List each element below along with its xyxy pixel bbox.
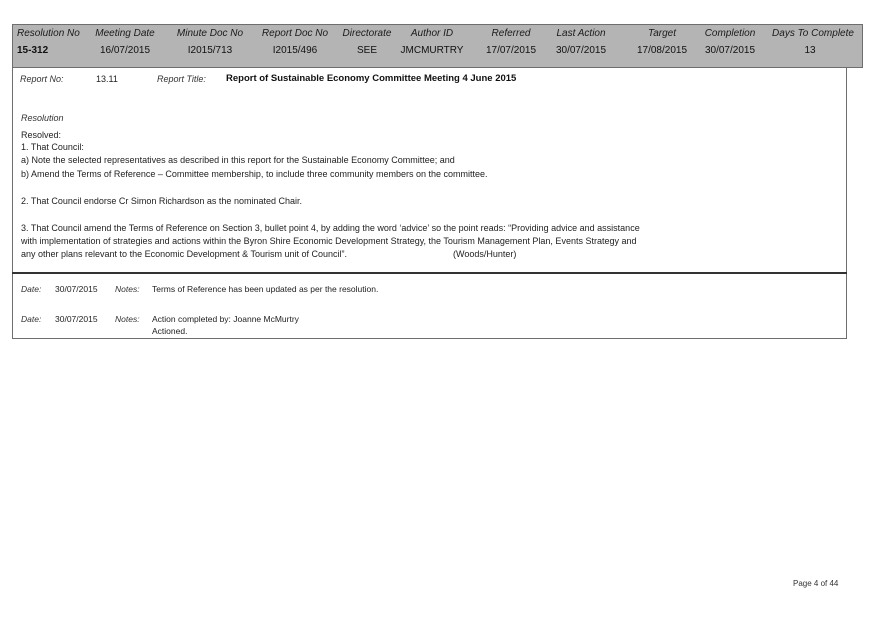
page-number: Page 4 of 44 [793,579,839,588]
col-header-report-doc-no: Report Doc No [261,28,329,39]
col-header-resolution-no: Resolution No [17,28,80,39]
directorate-value: SEE [356,45,378,56]
days-to-complete-value: 13 [804,45,816,56]
col-header-directorate: Directorate [342,28,392,39]
col-header-target: Target [648,28,676,39]
referred-value: 17/07/2015 [485,45,537,56]
col-header-days-to-complete: Days To Complete [772,28,854,39]
resolution-header-table [12,24,863,68]
note-date-label: Date: [21,284,42,294]
note-notes-label: Notes: [115,284,140,294]
note-text: Terms of Reference has been updated as per the resolution. [152,284,379,294]
meeting-date-value: 16/07/2015 [99,45,151,56]
col-header-meeting-date: Meeting Date [95,28,155,39]
resolution-line: b) Amend the Terms of Reference – Committee membership, to include three community members on the committee. [21,169,488,179]
resolution-body [12,67,847,274]
resolution-line: 2. That Council endorse Cr Simon Richardson as the nominated Chair. [21,196,302,206]
report-title-label: Report Title: [157,74,206,84]
col-header-referred: Referred [491,28,531,39]
note-date: 30/07/2015 [55,314,98,324]
completion-value: 30/07/2015 [704,45,756,56]
resolution-line: a) Note the selected representatives as described in this report for the Sustainable Economy Committee; and [21,155,455,165]
action-notes [12,274,847,339]
resolution-movers: (Woods/Hunter) [453,249,517,259]
resolution-line: any other plans relevant to the Economic Development & Tourism unit of Council”. [21,249,347,259]
col-header-last-action: Last Action [556,28,606,39]
resolution-line: with implementation of strategies and actions within the Byron Shire Economic Development Strategy, the Tourism Management Plan, Events Strategy and [21,236,637,246]
minute-doc-no-value: I2015/713 [187,45,233,56]
resolution-line: Resolved: [21,130,62,140]
col-header-minute-doc-no: Minute Doc No [176,28,244,39]
note-date: 30/07/2015 [55,284,98,294]
note-text: Action completed by: Joanne McMurtry [152,314,299,324]
resolution-line: 3. That Council amend the Terms of Reference on Section 3, bullet point 4, by adding the word ‘advice’ so the point reads: “Providing advice and assistance [21,223,640,233]
resolution-no-value: 15-312 [17,45,49,56]
note-notes-label: Notes: [115,314,140,324]
note-date-label: Date: [21,314,42,324]
report-doc-no-value: I2015/496 [272,45,318,56]
last-action-value: 30/07/2015 [555,45,607,56]
resolution-heading: Resolution [21,113,64,123]
col-header-completion: Completion [704,28,756,39]
note-text: Actioned. [152,326,188,336]
report-no-label: Report No: [20,74,64,84]
report-no-value: 13.11 [96,74,118,84]
report-title: Report of Sustainable Economy Committee Meeting 4 June 2015 [226,73,517,84]
author-id-value: JMCMURTRY [400,45,464,56]
target-value: 17/08/2015 [636,45,688,56]
resolution-line: 1. That Council: [21,142,84,152]
col-header-author-id: Author ID [410,28,454,39]
